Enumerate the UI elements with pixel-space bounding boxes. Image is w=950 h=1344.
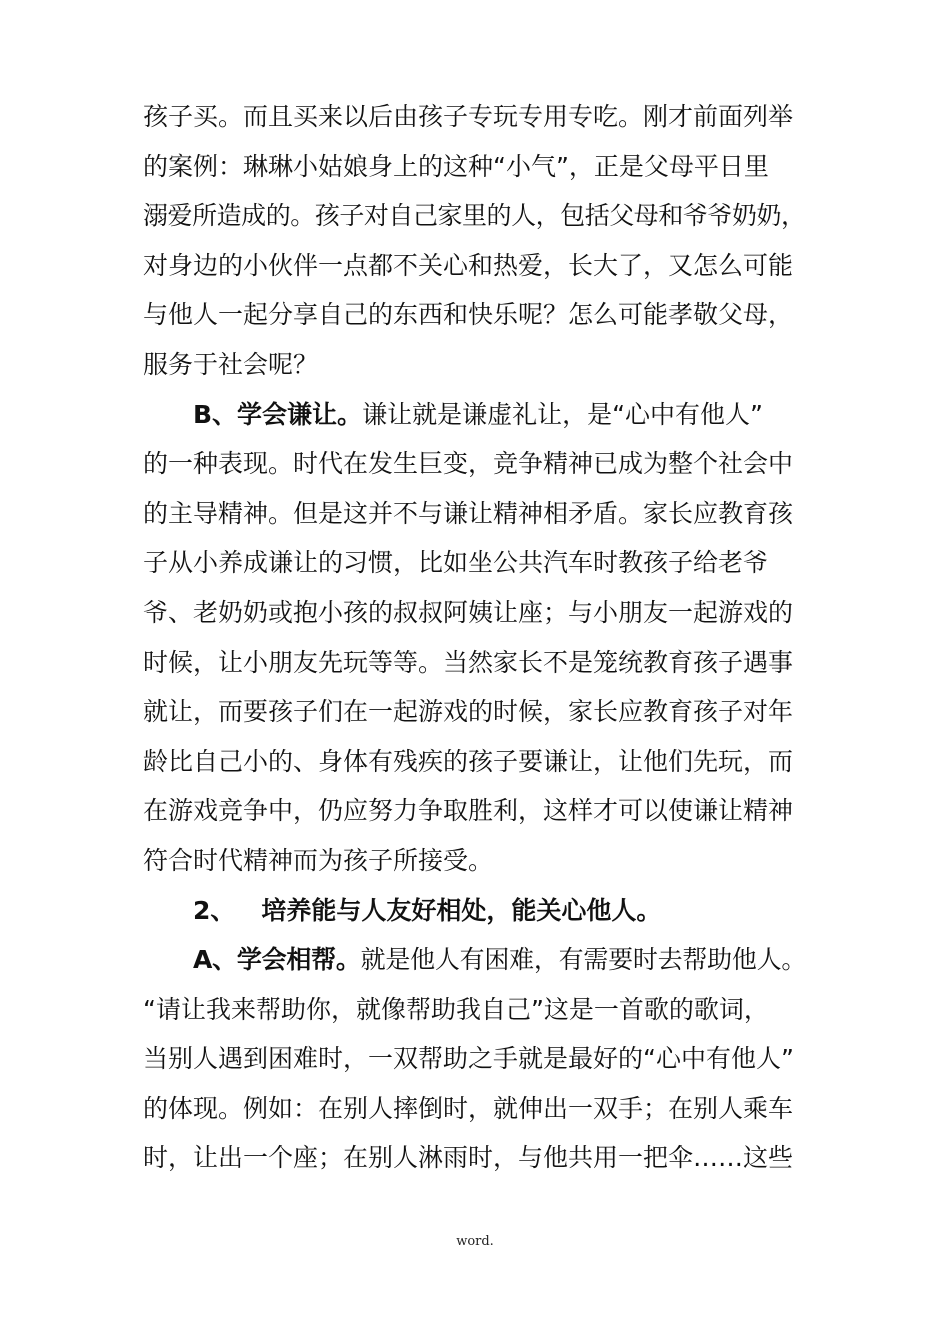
section-b-line-5: 时候，让小朋友先玩等等。当然家长不是笼统教育孩子遇事 <box>143 647 794 677</box>
section-a-first-line <box>143 935 807 985</box>
section-2-number: 2、 <box>193 895 236 925</box>
section-b-line-7: 龄比自己小的、身体有残疾的孩子要谦让，让他们先玩，而 <box>143 746 794 776</box>
text-line-1: 孩子买。而且买来以后由孩子专玩专用专吃。刚才前面列举 <box>143 102 794 131</box>
section-b-line-4: 爷、老奶奶或抱小孩的叔叔阿姨让座；与小朋友一起游戏的 <box>143 597 794 627</box>
text-line-3: 溺爱所造成的。孩子对自己家里的人，包括父母和爷爷奶奶， <box>143 201 806 231</box>
section-a-line-2: 当别人遇到困难时，一双帮助之手就是最好的“心中有他人” <box>143 1044 794 1074</box>
section-b-line-2: 的主导精神。但是这并不与谦让精神相矛盾。家长应教育孩 <box>143 498 794 528</box>
text-line-6: 服务于社会呢？ <box>143 349 319 379</box>
section-b-first-line <box>143 390 807 440</box>
body-text <box>143 92 807 1183</box>
section-b-line-9: 符合时代精神而为孩子所接受。 <box>143 845 494 875</box>
section-a-line-3: 的体现。例如：在别人摔倒时，就伸出一双手；在别人乘车 <box>143 1093 794 1123</box>
section-2-heading <box>143 886 807 936</box>
section-b-heading: B、学会谦让。 <box>193 399 363 429</box>
section-b-line-1: 的一种表现。时代在发生巨变，竞争精神已成为整个社会中 <box>143 449 794 479</box>
section-b-line-3: 子从小养成谦让的习惯，比如坐公共汽车时教孩子给老爷 <box>143 548 769 578</box>
section-a-first-line-text: 就是他人有困难，有需要时去帮助他人。 <box>360 945 807 975</box>
section-a-heading: A、学会相帮。 <box>193 945 361 975</box>
text-line-4: 对身边的小伙伴一点都不关心和热爱，长大了，又怎么可能 <box>143 250 794 280</box>
text-line-5: 与他人一起分享自己的东西和快乐呢？怎么可能孝敬父母， <box>143 300 794 330</box>
text-line-2: 的案例：琳琳小姑娘身上的这种“小气”，正是父母平日里 <box>143 151 769 181</box>
section-2-title: 培养能与人友好相处，能关心他人。 <box>261 895 662 925</box>
section-b-line-6: 就让，而要孩子们在一起游戏的时候，家长应教育孩子对年 <box>143 697 794 727</box>
section-a-line-4: 时，让出一个座；在别人淋雨时，与他共用一把伞……这些 <box>143 1143 794 1173</box>
section-a-line-1: “请让我来帮助你，就像帮助我自己”这是一首歌的歌词， <box>143 994 769 1024</box>
section-b-first-line-text: 谦让就是谦虚礼让，是“心中有他人” <box>362 399 763 429</box>
section-b-line-8: 在游戏竞争中，仍应努力争取胜利，这样才可以使谦让精神 <box>143 796 794 826</box>
page-footer: word. <box>456 1234 494 1249</box>
